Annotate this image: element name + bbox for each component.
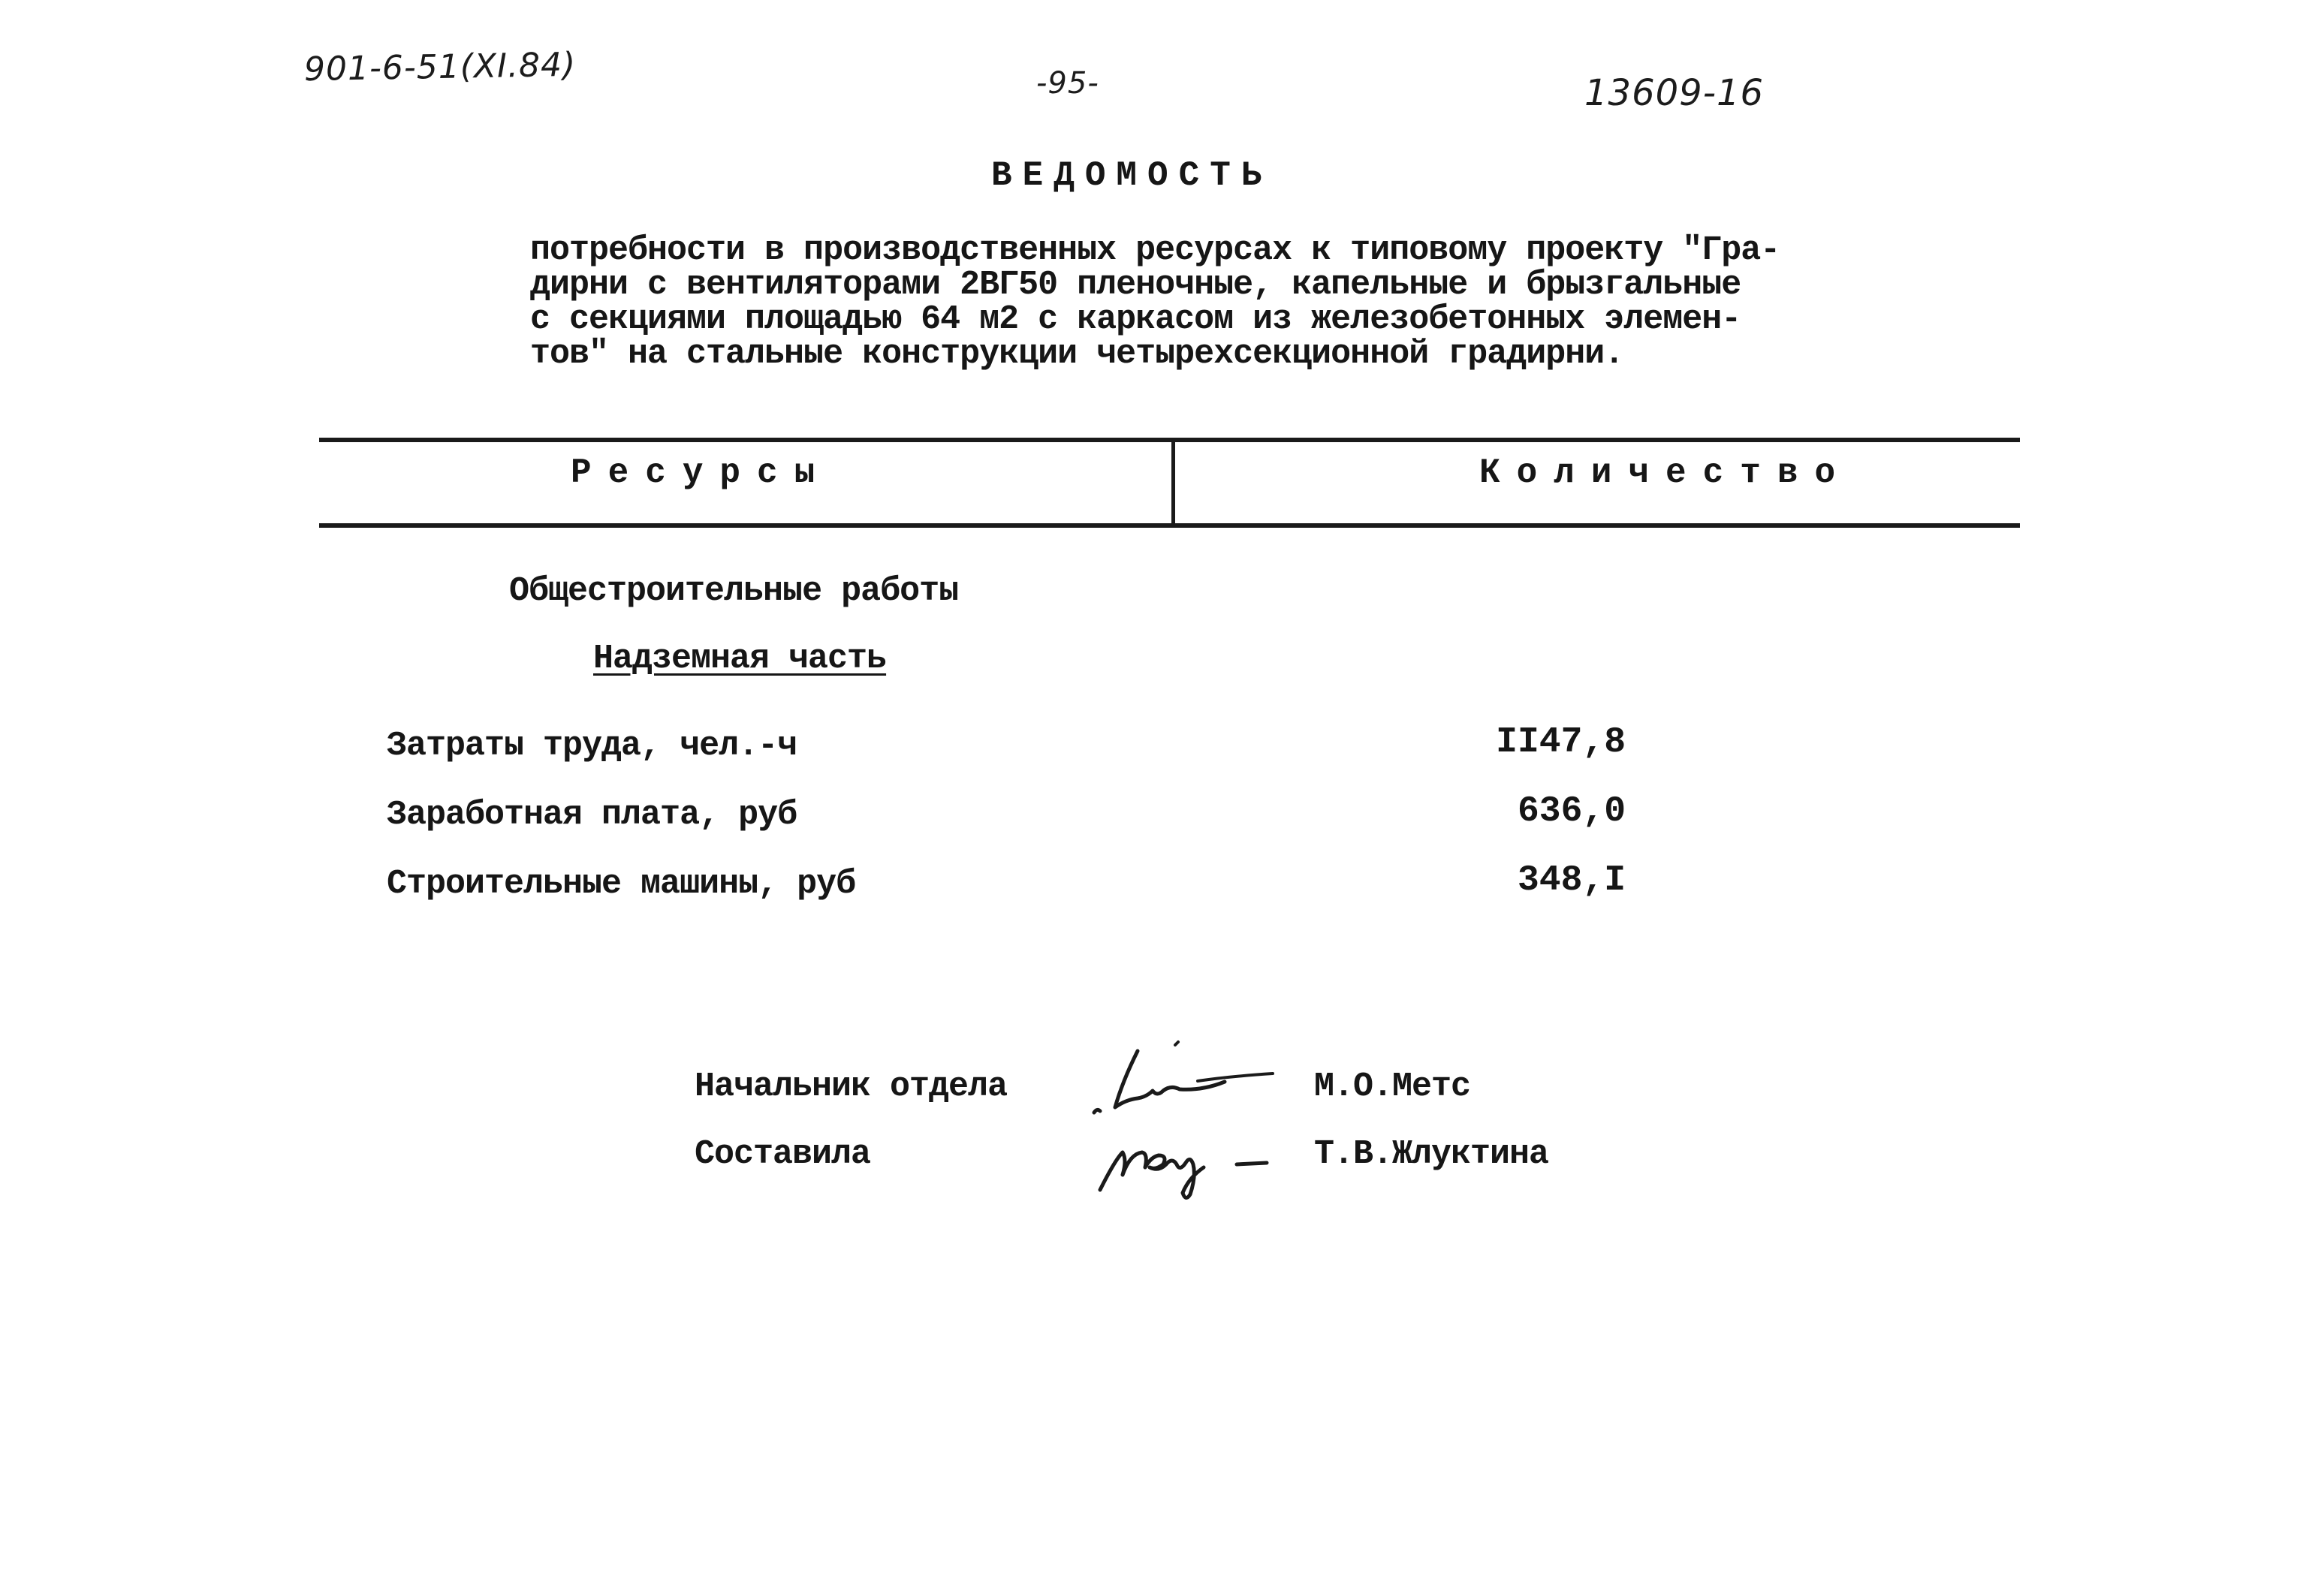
signature-name: Т.В.Жлуктина (1314, 1135, 1549, 1173)
row-label: Затраты труда, чел.-ч (387, 727, 797, 765)
document-code: 901-6-51(XI.84) (303, 45, 577, 89)
section-heading: Общестроительные работы (509, 572, 959, 610)
signature-name: М.О.Метс (1314, 1068, 1471, 1106)
row-label: Строительные машины, руб (387, 865, 856, 903)
row-label: Заработная плата, руб (387, 796, 797, 834)
table-top-rule (319, 438, 2020, 442)
column-header-quantity: Количество (1479, 453, 1852, 492)
subtitle-line: дирни с вентиляторами 2ВГ50 пленочные, капельные и брызгальные (530, 266, 1741, 304)
handwritten-signature (1085, 1036, 1280, 1119)
row-value: II47,8 (1496, 722, 1626, 763)
column-header-resources: Ресурсы (571, 453, 832, 492)
subtitle-line: тов" на стальные конструкции четырехсекционной градирни. (530, 335, 1624, 373)
subtitle-line: потребности в производственных ресурсах к типовому проекту "Гра- (530, 231, 1780, 270)
handwritten-signature (1093, 1130, 1273, 1205)
row-value: 636,0 (1517, 791, 1626, 832)
page-number: -95- (1036, 66, 1099, 101)
signature-role: Начальник отдела (695, 1068, 1008, 1106)
row-value: 348,I (1517, 860, 1626, 901)
table-header-bottom-rule (319, 523, 2020, 528)
document-title: ВЕДОМОСТЬ (991, 156, 1273, 195)
signature-role: Составила (695, 1135, 871, 1173)
sheet-code: 13609-16 (1584, 72, 1765, 114)
subsection-heading: Надземная часть (593, 640, 887, 678)
subtitle-line: с секциями площадью 64 м2 с каркасом из железобетонных элемен- (530, 300, 1741, 339)
column-divider (1171, 438, 1175, 528)
